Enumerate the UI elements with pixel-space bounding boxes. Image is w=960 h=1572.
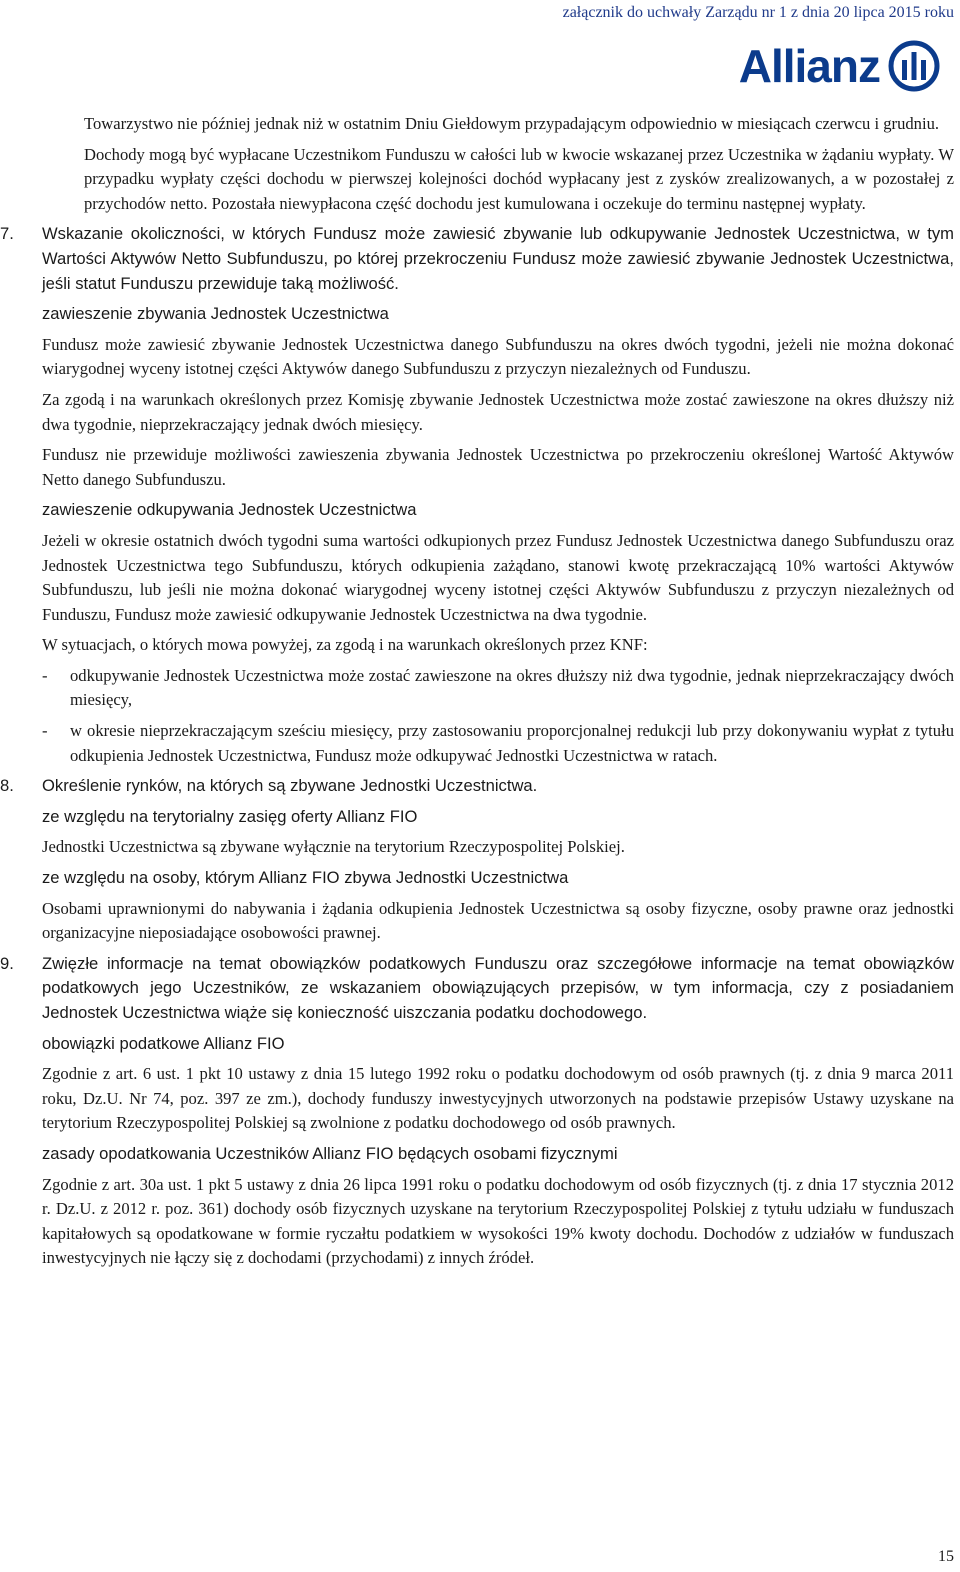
- header-note: załącznik do uchwały Zarządu nr 1 z dnia 20 lipca 2015 roku: [562, 4, 954, 21]
- section-title: Wskazanie okoliczności, w których Fundusz może zawiesić zbywanie lub odkupywanie Jednostek Uczestnictwa, w tym Wartości Aktywów Netto Subfunduszu, po której przekroczeniu Fundusz może zawiesić zbywanie Jednostek Uczestnictwa, jeśli statut Funduszu przewiduje taką możliwość.: [42, 224, 954, 293]
- paragraph: Zgodnie z art. 6 ust. 1 pkt 10 ustawy z dnia 15 lutego 1992 roku o podatku dochodowym od osób prawnych (tj. z dnia 9 marca 2011 roku, Dz.U. Nr 74, poz. 397 ze zm.), dochody funduszy inwestycyjnych utworzonych na podstawie przepisów Ustawy uzyskane na terytorium Rzeczypospolitej Polskiej są zwolnione z podatku dochodowego od osób prawnych.: [42, 1064, 954, 1133]
- document-body: [0, 112, 960, 1271]
- logo-text: Allianz: [738, 40, 880, 92]
- list-item-text: w okresie nieprzekraczającym sześciu miesięcy, przy zastosowaniu proporcjonalnej redukcji lub przy dokonywaniu wypłat z tytułu odkupienia Jednostek Uczestnictwa, Fundusz może odkupywać Jednostki Uczestnictwa w ratach.: [70, 721, 954, 765]
- section-8-heading: [0, 774, 954, 799]
- section-7-heading: [0, 222, 954, 296]
- section-number: 7.: [0, 224, 14, 244]
- paragraph: Osobami uprawnionymi do nabywania i żądania odkupienia Jednostek Uczestnictwa są osoby fizyczne, osoby prawne oraz jednostki organizacyjne nieposiadające osobowości prawnej.: [42, 898, 954, 943]
- subheading: ze względu na osoby, którym Allianz FIO zbywa Jednostki Uczestnictwa: [42, 868, 569, 888]
- paragraph: Za zgodą i na warunkach określonych przez Komisję zbywanie Jednostek Uczestnictwa może zostać zawieszone na okres dłuższy niż dwa tygodnie, nieprzekraczający jednak dwóch miesięcy.: [42, 389, 954, 434]
- subheading: obowiązki podatkowe Allianz FIO: [42, 1033, 285, 1053]
- subheading: zawieszenie zbywania Jednostek Uczestnictwa: [42, 304, 389, 324]
- section-title: Określenie rynków, na których są zbywane Jednostki Uczestnictwa.: [42, 776, 538, 796]
- list-item-text: odkupywanie Jednostek Uczestnictwa może zostać zawieszone na okres dłuższy niż dwa tygodnie, jednak nieprzekraczający dwóch miesięcy,: [70, 665, 954, 710]
- paragraph: Fundusz nie przewiduje możliwości zawieszenia zbywania Jednostek Uczestnictwa po przekroczeniu określonej Wartość Aktywów Netto danego Subfunduszu.: [42, 445, 954, 489]
- list-item: [42, 664, 954, 713]
- paragraph: Towarzystwo nie później jednak niż w ostatnim Dniu Giełdowym przypadającym odpowiednio w miesiącach czerwcu i grudniu.: [84, 114, 940, 133]
- paragraph: Fundusz może zawiesić zbywanie Jednostek Uczestnictwa danego Subfunduszu na okres dwóch tygodni, jeżeli nie można dokonać wiarygodnej wyceny istotnej części Aktywów danego Subfunduszu z przyczyn niezależnych od Funduszu.: [42, 334, 954, 379]
- paragraph: Dochody mogą być wypłacane Uczestnikom Funduszu w całości lub w kwocie wskazanej przez Uczestnika w żądaniu wypłaty. W przypadku wypłaty części dochodu w pierwszej kolejności dochód wypłacany jest z zysków zrealizowanych, a w pozostałej z przychodów netto. Pozostała niewypłacona część dochodu jest kumulowana i oczekuje do terminu następnej wypłaty.: [84, 144, 954, 213]
- dash-bullet: -: [42, 721, 48, 741]
- section-number: 9.: [0, 953, 14, 973]
- subheading: zawieszenie odkupywania Jednostek Uczestnictwa: [42, 500, 417, 520]
- paragraph: W sytuacjach, o których mowa powyżej, za zgodą i na warunkach określonych przez KNF:: [42, 635, 648, 655]
- section-number: 8.: [0, 776, 14, 796]
- paragraph: Jeżeli w okresie ostatnich dwóch tygodni suma wartości odkupionych przez Fundusz Jednostek Uczestnictwa danego Subfunduszu oraz Jednostek Uczestnictwa tego Subfunduszu, których odkupienia zażądano, stanowi kwotę przekraczającą 10% wartości Aktywów Subfunduszu, lub jeśli nie można dokonać wiarygodnej wyceny istotnej części Aktywów Subfunduszu z przyczyn niezależnych od Funduszu, Fundusz może zawiesić odkupywanie Jednostek Uczestnictwa na dwa tygodnie.: [42, 530, 954, 624]
- section-title: Zwięzłe informacje na temat obowiązków podatkowych Funduszu oraz szczegółowe informacje na temat obowiązków podatkowych jego Uczestników, ze wskazaniem obowiązujących przepisów, w tym informacja, czy z posiadaniem Jednostek Uczestnictwa wiąże się konieczność uiszczania podatku dochodowego.: [42, 953, 954, 1022]
- allianz-logo: [739, 40, 940, 92]
- allianz-eagle-icon: [888, 40, 940, 92]
- subheading: ze względu na terytorialny zasięg oferty Allianz FIO: [42, 806, 418, 826]
- subheading: zasady opodatkowania Uczestników Allianz FIO będących osobami fizycznymi: [42, 1143, 618, 1163]
- dash-bullet: -: [42, 665, 48, 685]
- paragraph: Zgodnie z art. 30a ust. 1 pkt 5 ustawy z dnia 26 lipca 1991 roku o podatku dochodowym od osób fizycznych (tj. z dnia 17 stycznia 2012 r. Dz.U. z 2012 r. poz. 361) dochody osób fizycznych uzyskane na terytorium Rzeczypospolitej Polskiej z tytułu udziału w funduszach kapitałowych są opodatkowane w formie ryczałtu podatkiem w wysokości 19% kwoty dochodu. Dochodów z udziałów w funduszach inwestycyjnych nie łączy się z dochodami (przychodami) z innych źródeł.: [42, 1174, 954, 1268]
- paragraph: Jednostki Uczestnictwa są zbywane wyłącznie na terytorium Rzeczypospolitej Polskiej.: [42, 837, 625, 857]
- list-item: [42, 719, 954, 768]
- section-9-heading: [0, 952, 954, 1026]
- page-number: 15: [938, 1548, 954, 1565]
